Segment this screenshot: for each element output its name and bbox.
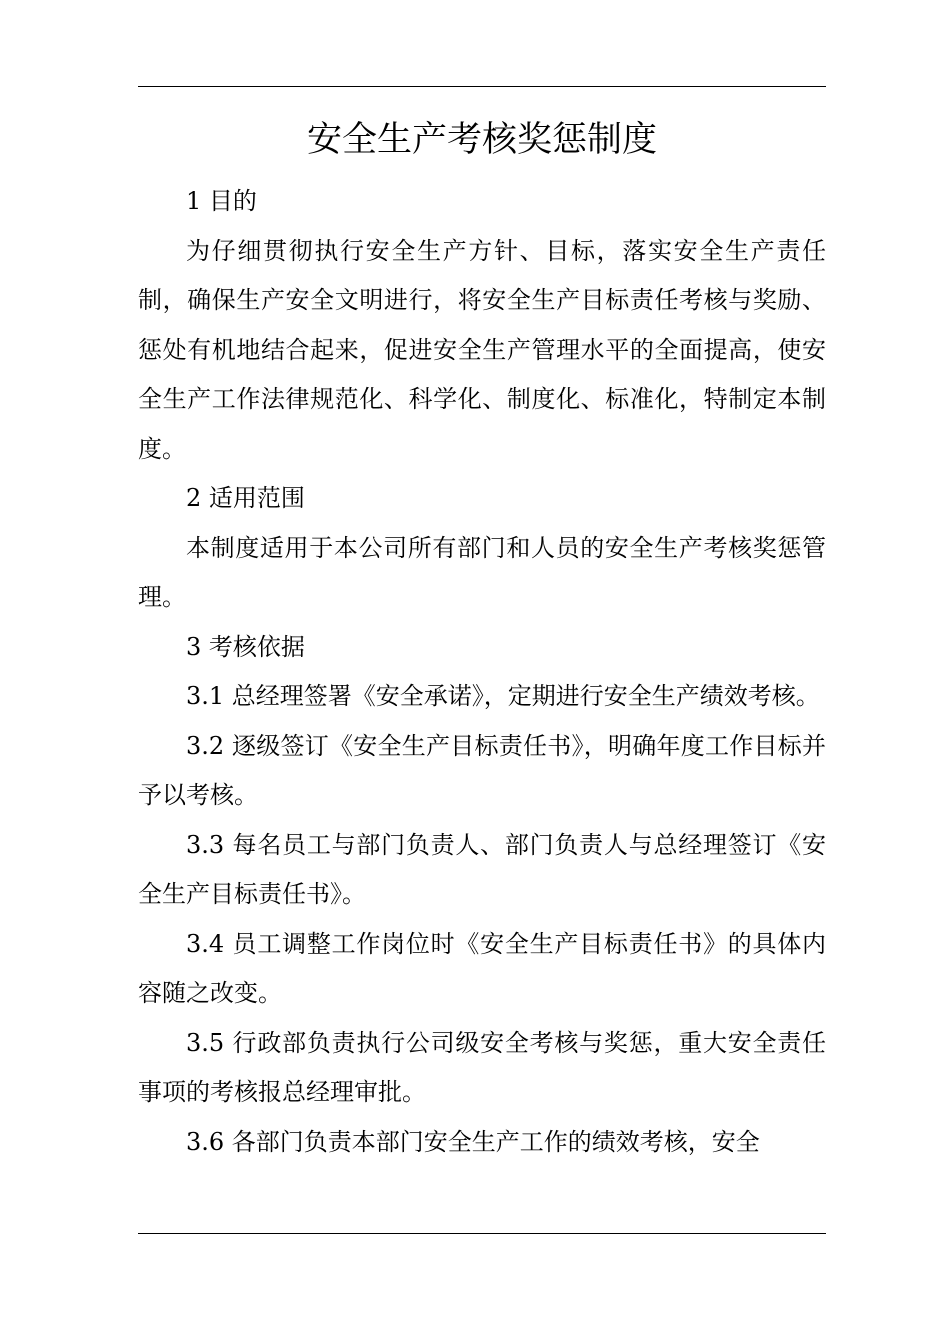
body-paragraph: 为仔细贯彻执行安全生产方针、目标，落实安全生产责任制，确保生产安全文明进行，将安全生产目标责任考核与奖励、惩处有机地结合起来，促进安全生产管理水平的全面提高，使安全生产工作法律规范化、科学化、制度化、标准化，特制定本制度。 bbox=[138, 236, 826, 463]
clause-paragraph: 3.3 每名员工与部门负责人、部门负责人与总经理签订《安全生产目标责任书》。 bbox=[138, 830, 826, 908]
clause-paragraph: 3.6 各部门负责本部门安全生产工作的绩效考核，安全 bbox=[186, 1127, 760, 1156]
clause-paragraph: 3.2 逐级签订《安全生产目标责任书》，明确年度工作目标并予以考核。 bbox=[138, 731, 826, 809]
section-heading: 1 目的 bbox=[186, 187, 257, 215]
section-heading: 3 考核依据 bbox=[186, 632, 305, 661]
clause-paragraph: 3.5 行政部负责执行公司级安全考核与奖惩，重大安全责任事项的考核报总经理审批。 bbox=[138, 1028, 826, 1106]
document-title: 安全生产考核奖惩制度 bbox=[306, 120, 657, 160]
clause-paragraph: 3.4 员工调整工作岗位时《安全生产目标责任书》的具体内容随之改变。 bbox=[138, 929, 826, 1007]
clause-paragraph: 3.1 总经理签署《安全承诺》，定期进行安全生产绩效考核。 bbox=[186, 682, 820, 710]
footer-rule bbox=[138, 1233, 826, 1234]
body-paragraph: 本制度适用于本公司所有部门和人员的安全生产考核奖惩管理。 bbox=[138, 533, 826, 611]
document-body bbox=[138, 177, 826, 1167]
header-rule bbox=[138, 86, 826, 87]
section-heading: 2 适用范围 bbox=[186, 484, 305, 512]
